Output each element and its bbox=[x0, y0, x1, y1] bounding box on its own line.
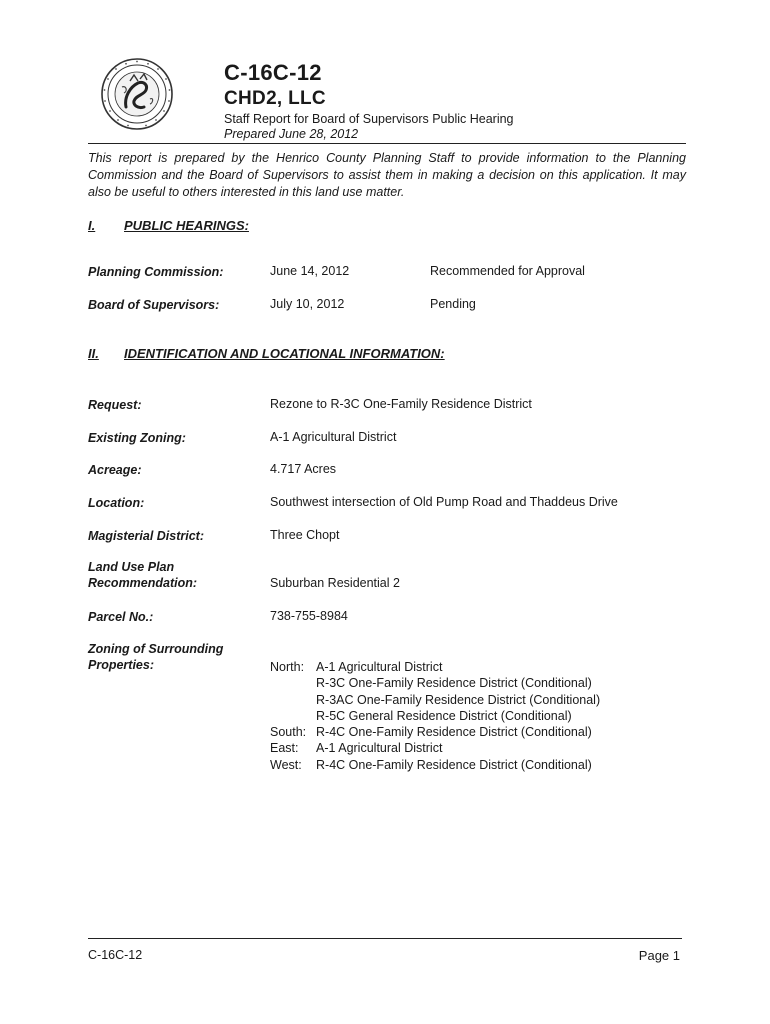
section-number: II. bbox=[88, 346, 99, 361]
direction-label: West: bbox=[270, 757, 302, 772]
footer-case-number: C-16C-12 bbox=[88, 948, 143, 962]
direction-label bbox=[270, 692, 316, 708]
label-surrounding-zoning-line2: Properties: bbox=[88, 658, 154, 672]
hearing-label-planning-commission: Planning Commission: bbox=[88, 265, 224, 279]
prepared-date: Prepared June 28, 2012 bbox=[224, 127, 359, 141]
list-item bbox=[270, 675, 600, 691]
label-request: Request: bbox=[88, 398, 142, 412]
case-number-title: C-16C-12 bbox=[224, 60, 322, 85]
hearing-status-planning-commission: Recommended for Approval bbox=[430, 264, 585, 278]
zoning-text: R-3C One-Family Residence District (Conditional) bbox=[316, 676, 592, 691]
section-number: I. bbox=[88, 218, 96, 233]
section-identification-heading bbox=[88, 346, 445, 361]
list-item bbox=[270, 724, 600, 740]
value-magisterial-district: Three Chopt bbox=[270, 528, 340, 542]
label-existing-zoning: Existing Zoning: bbox=[88, 431, 186, 445]
value-request: Rezone to R-3C One-Family Residence District bbox=[270, 397, 532, 411]
value-location: Southwest intersection of Old Pump Road and Thaddeus Drive bbox=[270, 495, 618, 509]
section-title: PUBLIC HEARINGS: bbox=[124, 218, 249, 233]
list-item bbox=[270, 692, 600, 708]
label-acreage: Acreage: bbox=[88, 463, 142, 477]
footer-divider bbox=[88, 938, 682, 939]
list-item bbox=[270, 708, 600, 724]
report-subtitle: Staff Report for Board of Supervisors Public Hearing bbox=[224, 112, 514, 126]
label-location: Location: bbox=[88, 496, 145, 510]
zoning-text: R-5C General Residence District (Conditional) bbox=[316, 708, 572, 723]
value-acreage: 4.717 Acres bbox=[270, 462, 337, 476]
value-parcel-no: 738-755-8984 bbox=[270, 609, 348, 623]
direction-label: South: bbox=[270, 725, 307, 740]
zoning-text: A-1 Agricultural District bbox=[316, 741, 443, 756]
intro-paragraph: This report is prepared by the Henrico County Planning Staff to provide information to the Planning Commission and the Board of Supervisors to assist them in making a decision on this application. It may also be useful to others interested in this land use matter. bbox=[88, 151, 686, 199]
zoning-text: R-3AC One-Family Residence District (Conditional) bbox=[316, 692, 601, 707]
hearing-status-board-of-supervisors: Pending bbox=[430, 297, 476, 311]
value-existing-zoning: A-1 Agricultural District bbox=[270, 430, 397, 444]
label-land-use-plan-line2: Recommendation: bbox=[88, 576, 198, 590]
applicant-name: CHD2, LLC bbox=[224, 88, 326, 109]
page-number: Page 1 bbox=[638, 948, 680, 963]
list-item bbox=[270, 659, 600, 675]
direction-label: East: bbox=[270, 741, 299, 756]
zoning-text: R-4C One-Family Residence District (Conditional) bbox=[316, 725, 592, 740]
zoning-text: A-1 Agricultural District bbox=[316, 660, 443, 674]
county-seal-icon bbox=[100, 57, 174, 131]
zoning-text: R-4C One-Family Residence District (Conditional) bbox=[316, 757, 592, 772]
list-item bbox=[270, 740, 600, 756]
hearing-date-planning-commission: June 14, 2012 bbox=[270, 264, 350, 278]
section-public-hearings-heading bbox=[88, 218, 249, 233]
hearing-label-board-of-supervisors: Board of Supervisors: bbox=[88, 298, 220, 312]
section-title: IDENTIFICATION AND LOCATIONAL INFORMATION: bbox=[124, 346, 445, 361]
surrounding-zoning-list bbox=[270, 659, 600, 773]
direction-label bbox=[270, 675, 316, 691]
header-divider bbox=[88, 143, 686, 144]
hearing-date-board-of-supervisors: July 10, 2012 bbox=[270, 297, 345, 311]
label-surrounding-zoning-line1: Zoning of Surrounding bbox=[88, 642, 224, 656]
label-parcel-no: Parcel No.: bbox=[88, 610, 154, 624]
direction-label bbox=[270, 708, 316, 724]
value-land-use-plan: Suburban Residential 2 bbox=[270, 576, 400, 590]
label-land-use-plan-line1: Land Use Plan bbox=[88, 560, 175, 574]
list-item bbox=[270, 757, 600, 773]
direction-label: North: bbox=[270, 660, 305, 674]
label-magisterial-district: Magisterial District: bbox=[88, 529, 205, 543]
